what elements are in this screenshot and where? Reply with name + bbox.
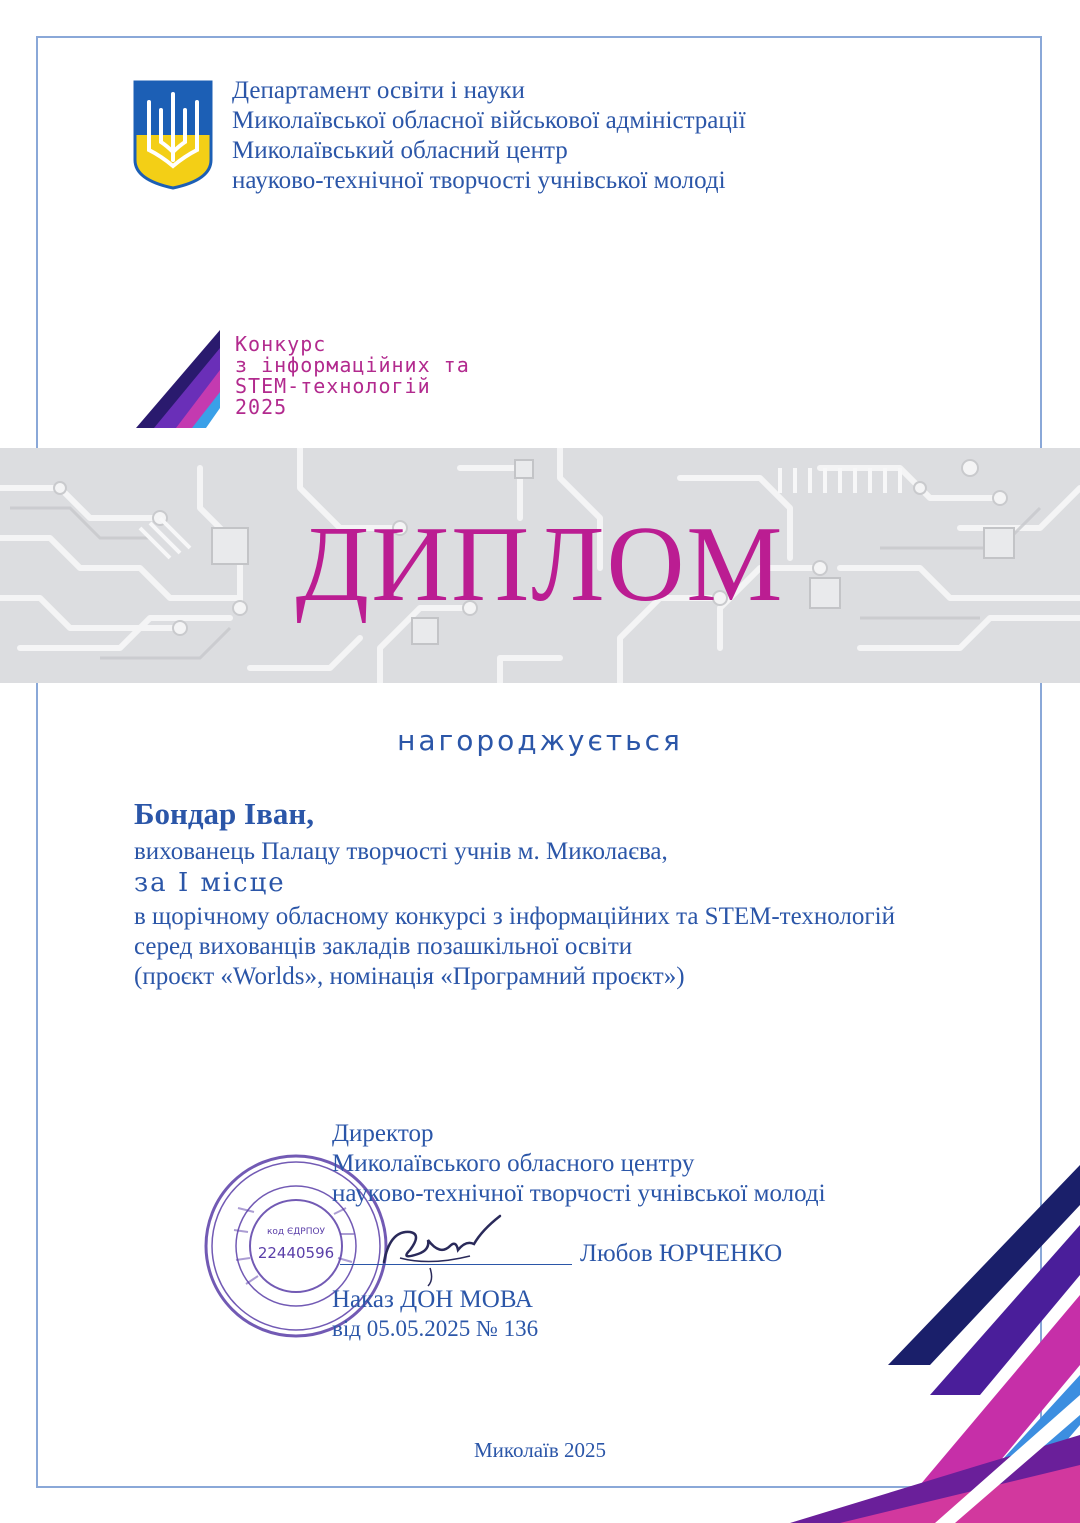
contest-line-3: STEM-технологій [235, 374, 431, 398]
order-line-2: від 05.05.2025 № 136 [332, 1316, 539, 1341]
award-place: за I місце [134, 868, 286, 898]
director-org-line-1: Миколаївського обласного центру [332, 1150, 695, 1177]
diploma-title: ДИПЛОМ [295, 505, 785, 624]
stamp-code: 22440596 [257, 1244, 335, 1262]
recipient-line-3: в щорічному обласному конкурсі з інформаційних та STEM-технологій [134, 903, 895, 930]
recipient-name: Бондар Іван, [134, 796, 314, 831]
recipient-line-1: вихованець Палацу творчості учнів м. Миколаєва, [134, 838, 668, 865]
organization-header [232, 76, 746, 196]
recipient-line-5: (проєкт «Worlds», номінація «Програмний проєкт») [134, 963, 685, 990]
header-line-4: науково-технічної творчості учнівської молоді [232, 167, 726, 194]
awarded-label: нагороджується [397, 724, 683, 757]
recipient-line-4: серед вихованців закладів позашкільної освіти [134, 933, 633, 960]
contest-line-4: 2025 [235, 395, 288, 419]
director-title: Директор [332, 1120, 434, 1147]
signature-line [340, 1264, 572, 1265]
header-line-2: Миколаївської обласної військової адміністрації [232, 107, 746, 134]
contest-title [235, 334, 470, 418]
signer-name: Любов ЮРЧЕНКО [580, 1240, 783, 1267]
contest-logo-icon [136, 330, 220, 428]
contest-line-2: з інформаційних та [235, 353, 470, 377]
handwritten-signature [370, 1210, 510, 1290]
coat-of-arms-icon [133, 80, 213, 190]
contest-line-1: Конкурс [235, 332, 327, 356]
order-line-1: Наказ ДОН МОВА [332, 1286, 533, 1313]
header-line-1: Департамент освіти і науки [232, 77, 525, 104]
header-line-3: Миколаївський обласний центр [232, 137, 568, 164]
stamp-code-label: код ЄДРПОУ [266, 1227, 326, 1237]
decorative-corner-stripes [780, 1165, 1080, 1523]
director-org-line-2: науково-технічної творчості учнівської молоді [332, 1180, 826, 1207]
city-year: Миколаїв 2025 [473, 1438, 607, 1462]
